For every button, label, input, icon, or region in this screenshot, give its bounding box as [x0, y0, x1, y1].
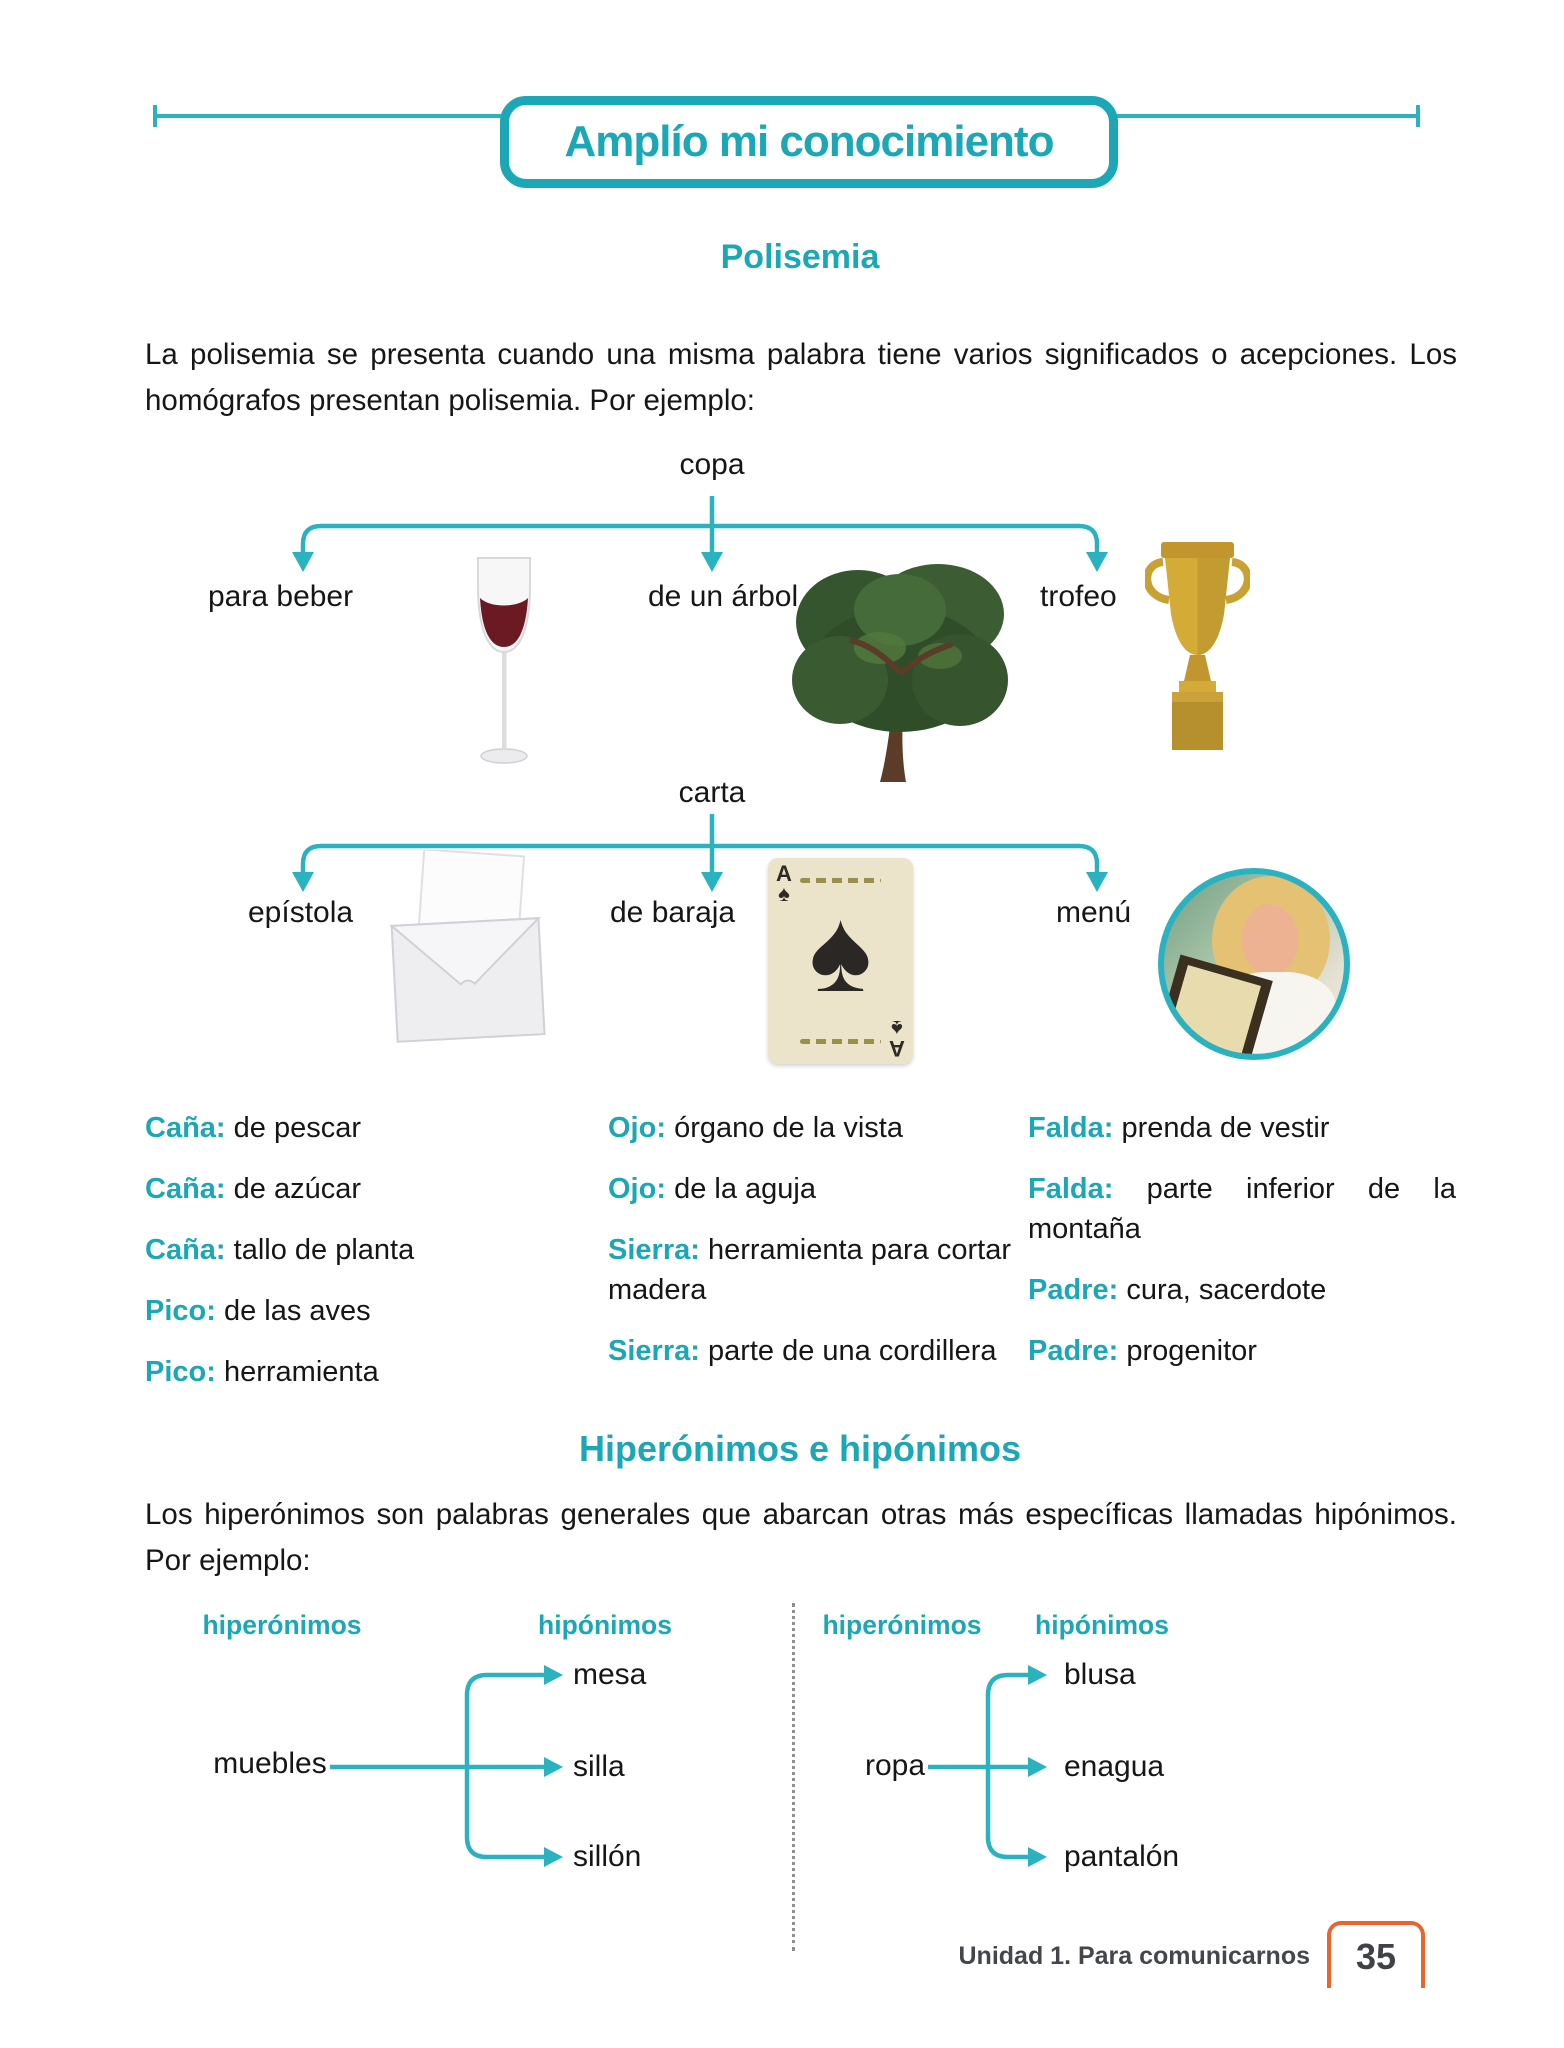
- right-hyponyms-header: hipónimos: [1035, 1610, 1169, 1640]
- definition-item: Caña: de pescar: [145, 1112, 361, 1144]
- definition-item: Pico: de las aves: [145, 1295, 371, 1327]
- definitions-column-3: [1028, 1108, 1456, 1392]
- definition-item: Caña: tallo de planta: [145, 1234, 415, 1266]
- definition-item: Ojo: de la aguja: [608, 1173, 816, 1205]
- definition-item: Padre: cura, sacerdote: [1028, 1274, 1327, 1306]
- carta-branch-label-epistola: epístola: [248, 896, 354, 929]
- hiponimos-intro: Los hiperónimos son palabras generales que abarcan otras más específicas llamadas hipónimos. Por ejemplo:: [145, 1498, 1457, 1577]
- carta-root-label: carta: [678, 776, 746, 809]
- copa-branch-label-trofeo: trofeo: [1040, 580, 1117, 613]
- definition-item: Ojo: órgano de la vista: [608, 1112, 903, 1144]
- right-hypernym-label: ropa: [864, 1749, 926, 1782]
- definition-item: Padre: progenitor: [1028, 1335, 1257, 1367]
- card-suit-small-rotated: ♠: [891, 1016, 903, 1041]
- left-hyponym-1: mesa: [573, 1658, 647, 1691]
- card-corner-bottom: [889, 1016, 905, 1061]
- copa-branch-label-arbol: de un árbol: [648, 580, 799, 613]
- trophy-image: [1145, 534, 1250, 759]
- card-ornament-bottom: [800, 1039, 881, 1044]
- definition-item: Caña: de azúcar: [145, 1173, 361, 1205]
- carta-branch-label-menu: menú: [1056, 896, 1132, 929]
- left-hyponyms-connector: [300, 1652, 590, 1882]
- definition-item: Pico: herramienta: [145, 1356, 379, 1388]
- right-hyponym-1: blusa: [1064, 1658, 1136, 1691]
- card-rank-rotated: A: [889, 1036, 905, 1061]
- left-hyperonyms-header: hiperónimos: [202, 1610, 362, 1640]
- top-rule-right-tick: [1416, 105, 1420, 127]
- definition-item: Sierra: parte de una cordillera: [608, 1335, 997, 1367]
- section-badge: [500, 96, 1118, 188]
- card-suit-small: ♠: [778, 881, 790, 906]
- definition-item: Falda: prenda de vestir: [1028, 1112, 1330, 1144]
- left-hypernym-label: muebles: [213, 1747, 327, 1780]
- definitions-column-1: [145, 1108, 490, 1413]
- hiponimos-title: Hiperónimos e hipónimos: [578, 1428, 1022, 1469]
- photo-face: [1242, 904, 1298, 976]
- wine-glass-image: [462, 556, 547, 771]
- polisemia-intro: La polisemia se presenta cuando una misma palabra tiene varios significados o acepciones. Los homógrafos presentan polisemia. Por ejemplo:: [145, 338, 1457, 417]
- definitions-column-2: [608, 1108, 1026, 1392]
- right-hyperonyms-header: hiperónimos: [822, 1610, 982, 1640]
- left-hyponym-2: silla: [573, 1750, 625, 1783]
- carta-branch-label-baraja: de baraja: [610, 896, 736, 929]
- left-hyponym-3: sillón: [573, 1840, 642, 1873]
- definition-item: Falda: parte inferior de la montaña: [1028, 1173, 1456, 1245]
- page-number-box: [1327, 1921, 1425, 1988]
- envelope-image: [380, 850, 555, 1045]
- playing-card-image: [768, 858, 913, 1064]
- right-hyponym-3: pantalón: [1064, 1840, 1180, 1873]
- badge-title: Amplío mi conocimiento: [564, 117, 1054, 166]
- woman-with-menu-image: [1158, 868, 1350, 1060]
- right-hyponym-2: enagua: [1064, 1750, 1165, 1783]
- tree-image: [788, 552, 1013, 787]
- copa-branch-label-beber: para beber: [208, 580, 354, 613]
- footer-unit-label: Unidad 1. Para comunicarnos: [958, 1942, 1310, 1970]
- definition-item: Sierra: herramienta para cortar madera: [608, 1234, 1011, 1306]
- card-ornament-top: [800, 878, 881, 883]
- card-rank: A: [776, 861, 792, 886]
- polisemia-title: Polisemia: [720, 238, 880, 276]
- left-hyponyms-header: hipónimos: [538, 1610, 672, 1640]
- page-number: 35: [1355, 1935, 1397, 1977]
- spade-glyph: ♠: [809, 885, 872, 1017]
- copa-root-label: copa: [679, 448, 745, 481]
- photo-menu-pages: [1168, 965, 1261, 1055]
